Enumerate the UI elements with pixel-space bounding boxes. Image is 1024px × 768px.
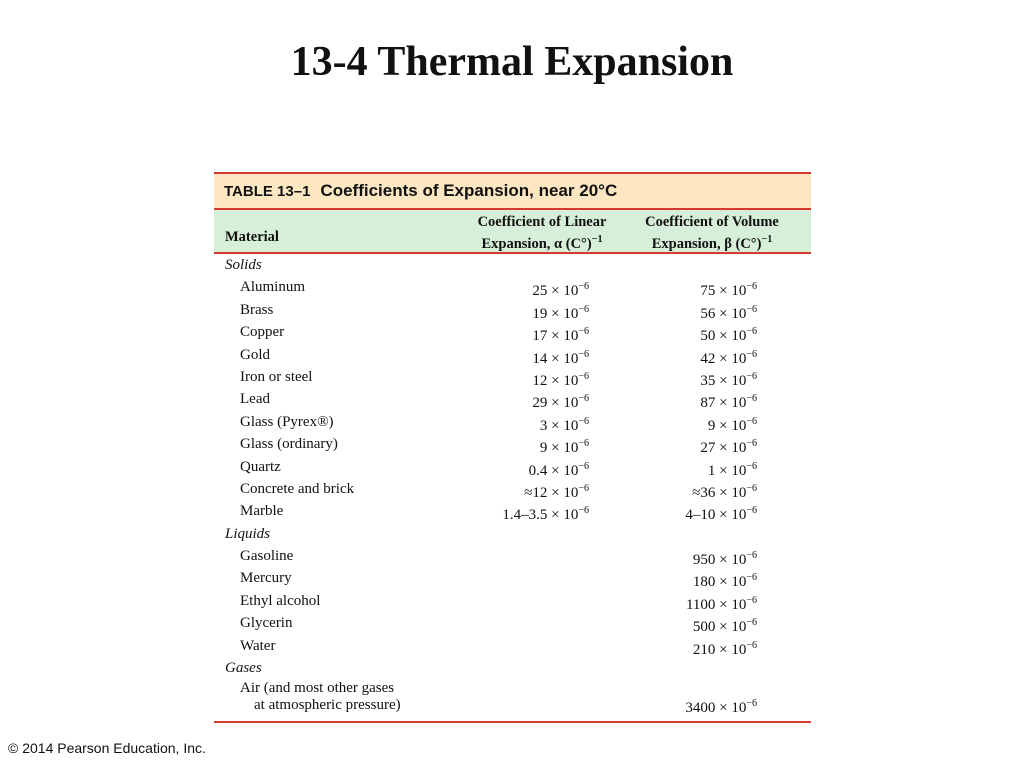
table-row	[214, 433, 811, 455]
table-body	[214, 254, 811, 717]
table-row	[214, 388, 811, 410]
table-row	[214, 299, 811, 321]
volume-coefficient-cell: $210 \times 10^{-6}$	[692, 639, 757, 658]
material-cell: Air (and most other gases at atmospheric pressure)	[240, 680, 401, 714]
table-row	[214, 590, 811, 612]
volume-coefficient-cell: $1100 \times 10^{-6}$	[685, 594, 757, 613]
linear-coefficient-cell: $0.4 \times 10^{-6}$	[528, 460, 589, 479]
linear-header-line1: Coefficient of Linear	[477, 214, 607, 230]
table-row	[214, 344, 811, 366]
material-cell: Copper	[240, 324, 285, 341]
linear-coefficient-cell: $17 \times 10^{-6}$	[532, 326, 589, 345]
linear-coefficient-cell: $9 \times 10^{-6}$	[539, 438, 589, 457]
table-row	[214, 500, 811, 522]
volume-coefficient-cell: $3400 \times 10^{-6}$	[685, 698, 757, 717]
section-header: Gases	[225, 660, 262, 677]
linear-coefficient-cell: $1.4-3.5 \times 10^{-6}$	[502, 505, 589, 524]
volume-coefficient-cell: $75 \times 10^{-6}$	[700, 281, 757, 300]
material-cell: Concrete and brick	[240, 480, 355, 497]
table-row	[214, 478, 811, 500]
material-cell: Gasoline	[240, 548, 294, 565]
material-cell: Brass	[240, 301, 274, 318]
material-cell: Glass (Pyrex®)	[240, 413, 334, 430]
table-row	[214, 545, 811, 567]
linear-coefficient-cell: $19 \times 10^{-6}$	[532, 303, 589, 322]
volume-coefficient-cell: $27 \times 10^{-6}$	[700, 438, 757, 457]
linear-column-header	[462, 214, 622, 253]
volume-coefficient-cell: $87 \times 10^{-6}$	[700, 393, 757, 412]
copyright-footer: © 2014 Pearson Education, Inc.	[8, 740, 206, 756]
material-cell: Glycerin	[240, 615, 293, 632]
volume-coefficient-cell: $9 \times 10^{-6}$	[707, 415, 757, 434]
material-cell: Mercury	[240, 570, 292, 587]
volume-coefficient-cell: $35 \times 10^{-6}$	[700, 370, 757, 389]
volume-coefficient-cell: $56 \times 10^{-6}$	[700, 303, 757, 322]
table-row	[214, 567, 811, 589]
linear-coefficient-cell: $29 \times 10^{-6}$	[532, 393, 589, 412]
table-title-bar	[214, 172, 811, 210]
linear-coefficient-cell: $\approx 12 \times 10^{-6}$	[524, 482, 589, 501]
volume-coefficient-cell: $4-10 \times 10^{-6}$	[685, 505, 757, 524]
material-column-header: Material	[225, 229, 279, 245]
section-header: Solids	[225, 257, 262, 273]
material-cell: Quartz	[240, 458, 281, 475]
material-cell: Aluminum	[240, 279, 306, 296]
volume-header-line1: Coefficient of Volume	[645, 214, 779, 230]
expansion-table	[214, 172, 811, 723]
material-cell: Lead	[240, 391, 270, 408]
material-cell: Ethyl alcohol	[240, 592, 321, 609]
table-caption: Coefficients of Expansion, near 20°C	[320, 181, 618, 200]
table-bottom-rule	[214, 721, 811, 723]
volume-coefficient-cell: $950 \times 10^{-6}$	[692, 550, 757, 569]
linear-coefficient-cell: $14 \times 10^{-6}$	[532, 348, 589, 367]
table-number: TABLE 13–1	[224, 182, 311, 200]
material-cell: Water	[240, 637, 276, 654]
slide-title: 13-4 Thermal Expansion	[290, 39, 734, 85]
volume-column-header	[632, 214, 792, 253]
table-row	[214, 612, 811, 634]
volume-coefficient-cell: $50 \times 10^{-6}$	[700, 326, 757, 345]
linear-header-line2: Expansion, α $(C^\circ)^{-1}$	[481, 234, 603, 252]
volume-coefficient-cell: $500 \times 10^{-6}$	[692, 617, 757, 636]
table-row	[214, 366, 811, 388]
linear-coefficient-cell: $3 \times 10^{-6}$	[539, 415, 589, 434]
table-row	[214, 679, 811, 717]
material-cell: Iron or steel	[240, 368, 313, 385]
section-header: Liquids	[225, 525, 271, 542]
table-row	[214, 321, 811, 343]
volume-coefficient-cell: $\approx 36 \times 10^{-6}$	[692, 482, 757, 501]
volume-coefficient-cell: $1 \times 10^{-6}$	[707, 460, 757, 479]
linear-coefficient-cell: $25 \times 10^{-6}$	[532, 281, 589, 300]
linear-coefficient-cell: $12 \times 10^{-6}$	[532, 370, 589, 389]
table-row	[214, 456, 811, 478]
material-cell: Gold	[240, 346, 270, 363]
material-cell: Marble	[240, 503, 284, 520]
volume-header-line2: Expansion, β $(C^\circ)^{-1}$	[651, 234, 773, 252]
volume-coefficient-cell: $180 \times 10^{-6}$	[692, 572, 757, 591]
table-row	[214, 411, 811, 433]
table-row	[214, 635, 811, 657]
table-row	[214, 276, 811, 298]
column-headers	[214, 210, 811, 254]
volume-coefficient-cell: $42 \times 10^{-6}$	[700, 348, 757, 367]
material-cell: Glass (ordinary)	[240, 436, 338, 453]
